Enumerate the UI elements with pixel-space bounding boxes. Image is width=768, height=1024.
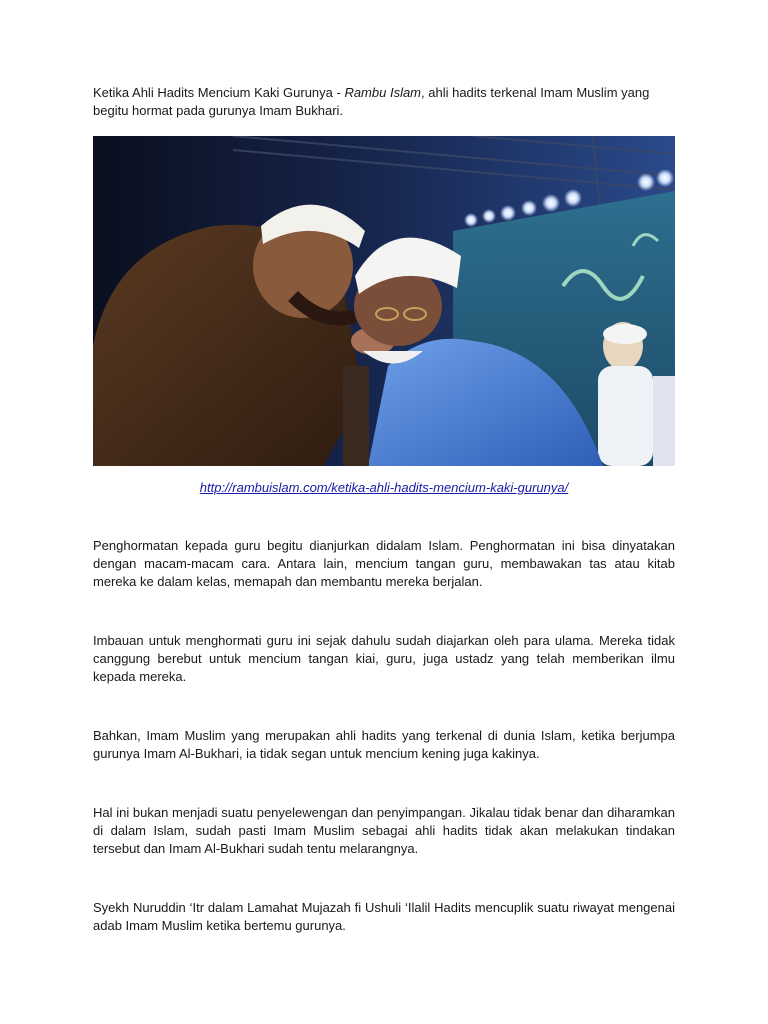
paragraph-5: Syekh Nuruddin ‘Itr dalam Lamahat Mujazah fi Ushuli ‘Ilalil Hadits mencuplik suatu riwayat mengenai adab Imam Muslim ketika bertemu gurunya. <box>93 900 675 933</box>
intro-suffix: , ahli hadits terkenal Imam Muslim yang begitu hormat pada gurunya Imam Bukhari. <box>93 85 650 118</box>
document-page <box>93 84 675 933</box>
photo-caption <box>93 479 675 497</box>
source-link[interactable]: http://rambuislam.com/ketika-ahli-hadits-mencium-kaki-gurunya/ <box>199 480 569 495</box>
paragraph-4: Hal ini bukan menjadi suatu penyelewengan dan penyimpangan. Jikalau tidak benar dan diharamkan di dalam Islam, sudah pasti Imam Muslim sebagai ahli hadits tidak akan melakukan tindakan tersebut dan Imam Al-Bukhari sudah tentu melarangnya. <box>93 805 675 856</box>
photo-illustration <box>93 136 675 466</box>
intro-paragraph <box>93 84 675 120</box>
paragraph-1: Penghormatan kepada guru begitu dianjurkan didalam Islam. Penghormatan ini bisa dinyatakan dengan macam-macam cara. Antara lain, mencium tangan guru, membawakan tas atau kitab mereka ke dalam kelas, memapah dan membantu mereka berjalan. <box>93 538 675 589</box>
article-photo <box>93 136 675 466</box>
paragraph-2: Imbauan untuk menghormati guru ini sejak dahulu sudah diajarkan oleh para ulama. Mereka tidak canggung berebut untuk mencium tangan kiai, guru, juga ustadz yang telah memberikan ilmu kepada mereka. <box>93 633 675 684</box>
paragraph-3: Bahkan, Imam Muslim yang merupakan ahli hadits yang terkenal di dunia Islam, ketika berjumpa gurunya Imam Al-Bukhari, ia tidak segan untuk mencium kening juga kakinya. <box>93 728 675 761</box>
intro-source: Rambu Islam <box>344 85 422 100</box>
intro-prefix: Ketika Ahli Hadits Mencium Kaki Gurunya - <box>93 85 345 100</box>
